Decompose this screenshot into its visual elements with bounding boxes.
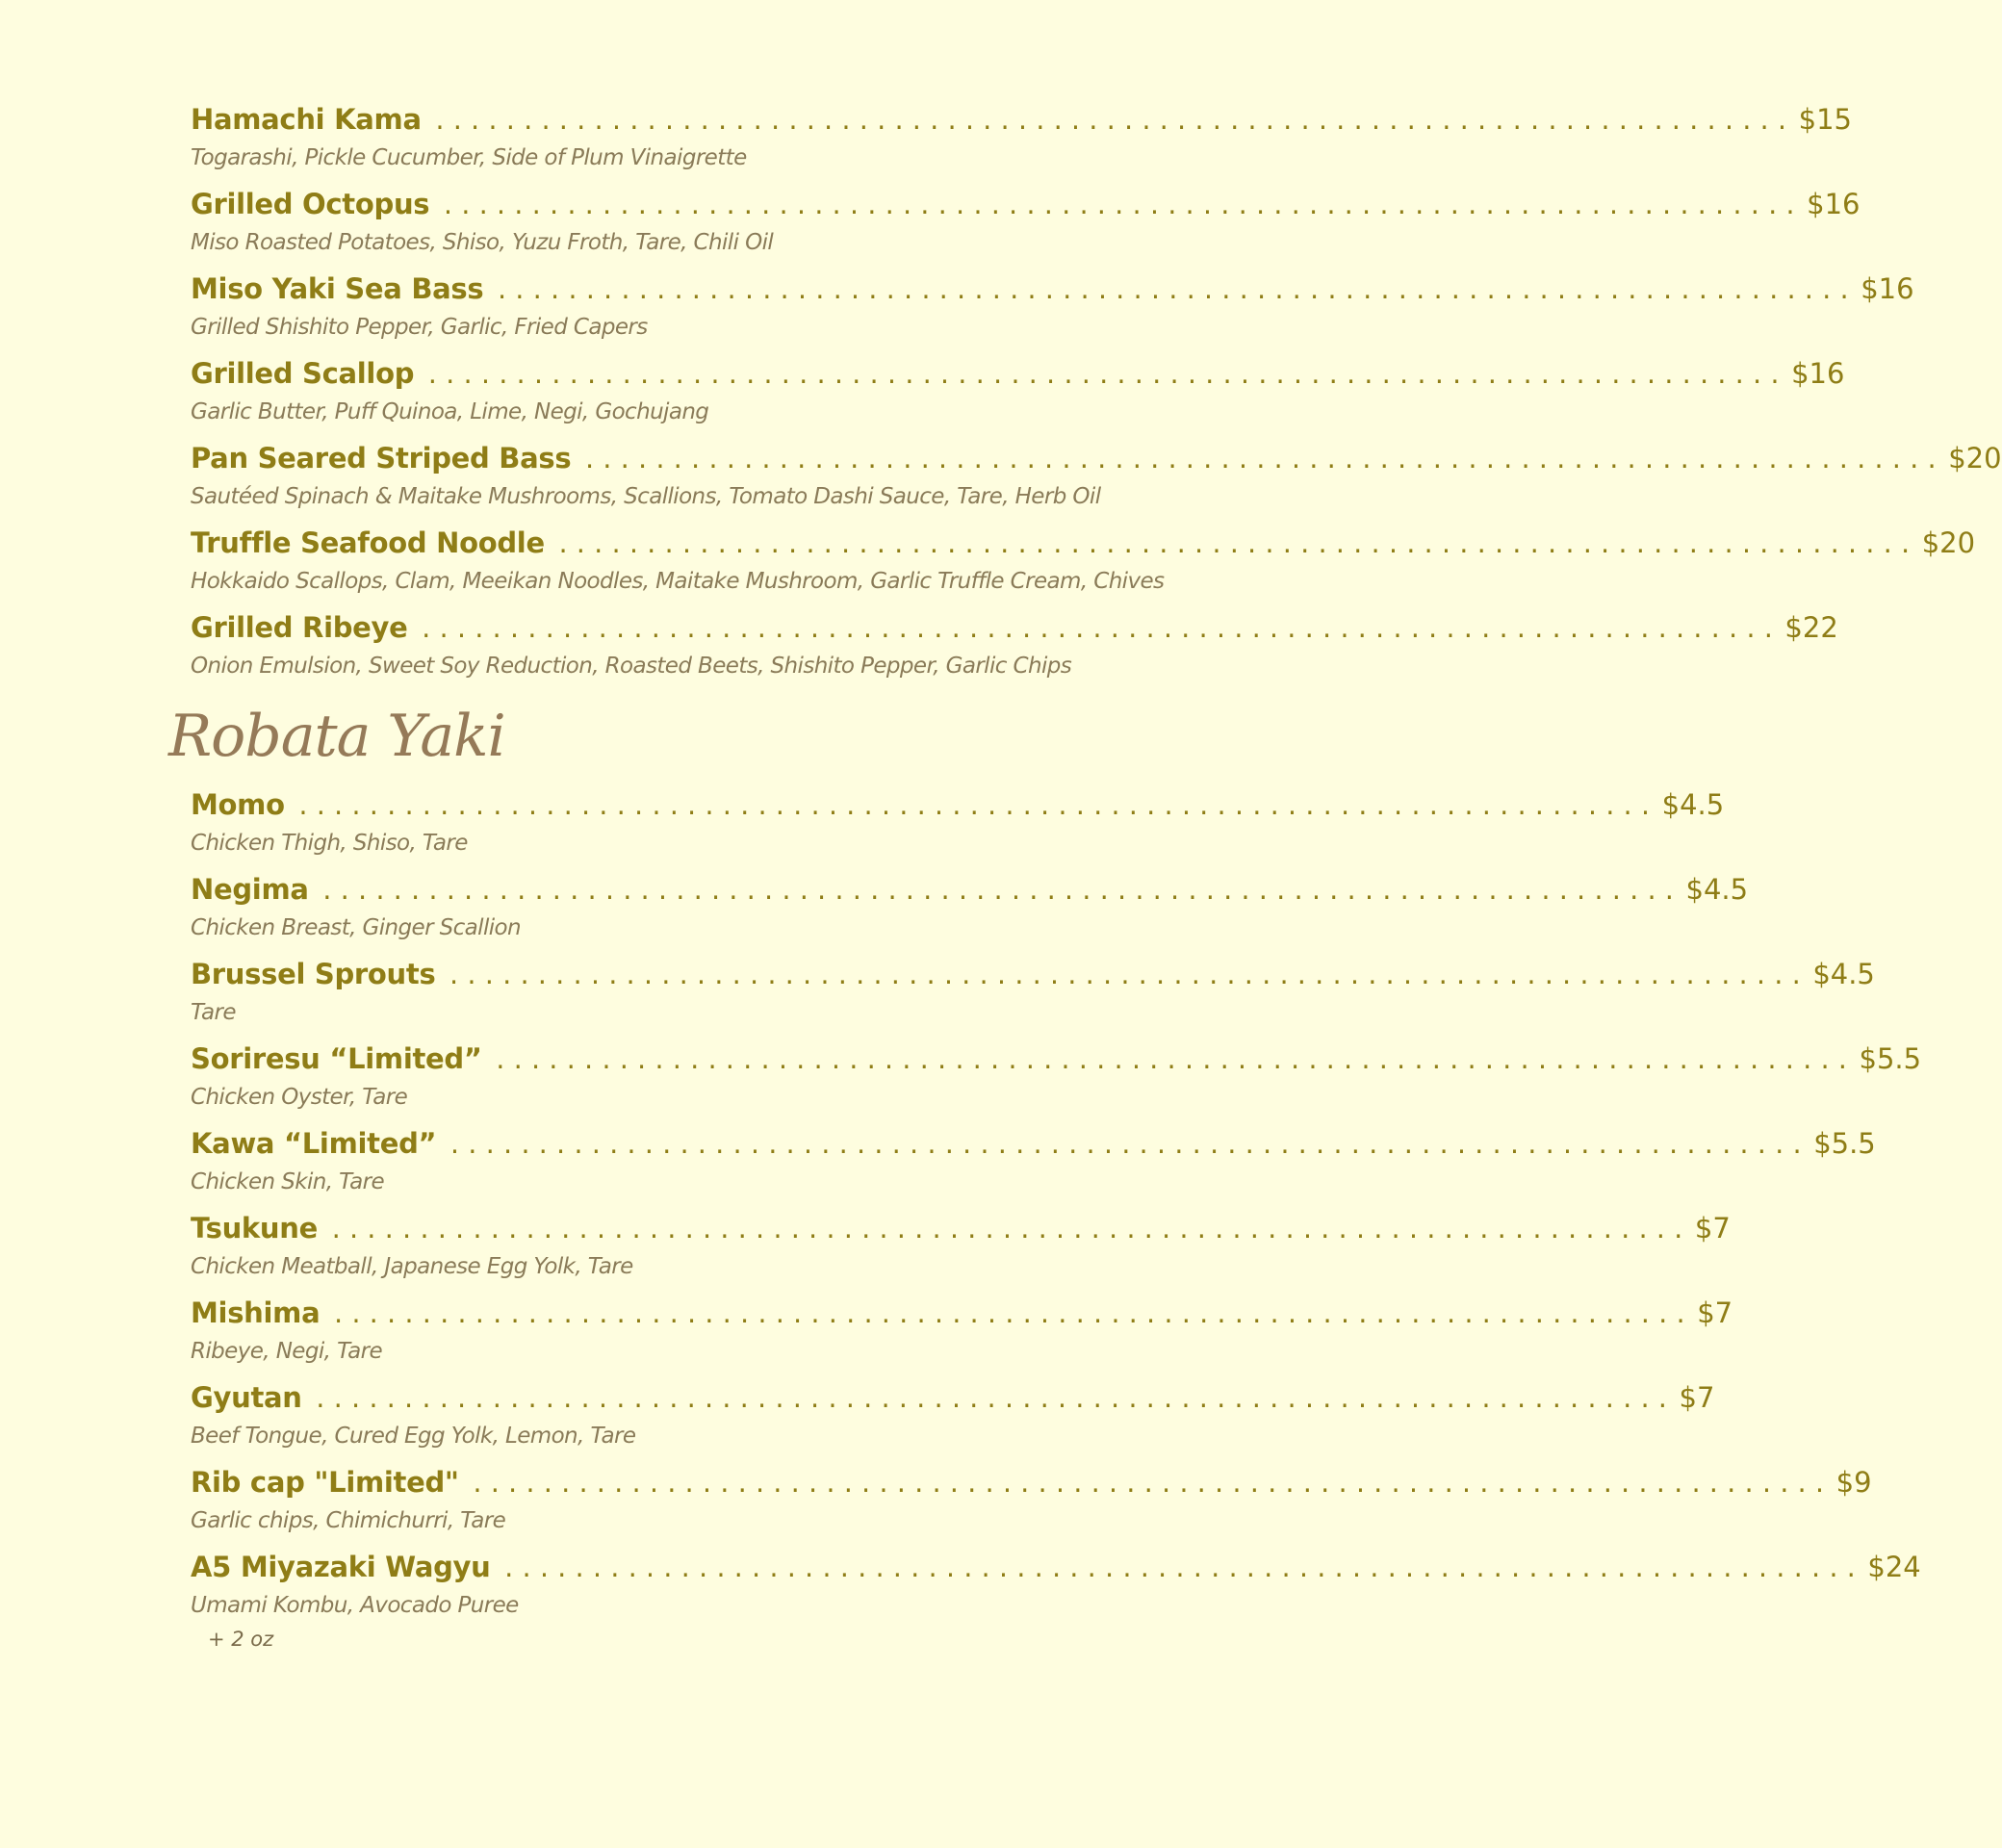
menu-item-name: Gyutan <box>191 1381 302 1414</box>
menu-item-name: A5 Miyazaki Wagyu <box>191 1551 491 1583</box>
dot-leader: ............................................................................. <box>501 1555 1862 1582</box>
menu-item-rib-cap <box>191 1466 1872 1551</box>
menu-item-grilled-octopus <box>191 188 1861 272</box>
menu-item-description: Umami Kombu, Avocado Puree <box>191 1593 519 1618</box>
menu-item-row <box>191 1381 1715 1424</box>
menu-item-price: $20 <box>1921 526 1976 559</box>
menu-item-name: Miso Yaki Sea Bass <box>191 272 484 305</box>
menu-item-price: $5.5 <box>1859 1042 1922 1075</box>
menu-item-price: $15 <box>1798 103 1852 136</box>
menu-item-row <box>191 788 1725 831</box>
menu-item-description: Garlic Butter, Puff Quinoa, Lime, Negi, Gochujang <box>191 399 709 424</box>
dot-leader: ............................................................................. <box>441 192 1802 219</box>
menu-item-row <box>191 958 1875 1000</box>
dot-leader: ............................................................................. <box>331 1301 1692 1328</box>
dot-leader: ............................................................................. <box>582 447 1943 474</box>
menu-item-name: Momo <box>191 788 285 821</box>
menu-item-description: Tare <box>191 1000 236 1025</box>
dot-leader: ............................................................................. <box>295 793 1656 820</box>
menu-item-name: Pan Seared Striped Bass <box>191 442 572 475</box>
menu-item-brussel-sprouts <box>191 958 1875 1042</box>
menu-item-price: $4.5 <box>1812 958 1875 990</box>
menu-item-description: Beef Tongue, Cured Egg Yolk, Lemon, Tare <box>191 1424 636 1449</box>
menu-item-note: + 2 oz <box>208 1628 274 1651</box>
menu-item-description: Togarashi, Pickle Cucumber, Side of Plum Vinaigrette <box>191 145 747 170</box>
menu-item-description: Ribeye, Negi, Tare <box>191 1339 383 1364</box>
dot-leader: ............................................................................. <box>448 1132 1809 1159</box>
menu-item-price: $16 <box>1807 188 1861 220</box>
menu-item-truffle-seafood-noodle <box>191 526 1976 611</box>
dot-leader: ............................................................................. <box>493 1047 1854 1074</box>
hot-dishes-section <box>191 103 2002 696</box>
menu-item-soriresu <box>191 1042 1922 1127</box>
menu-item-name: Soriresu “Limited” <box>191 1042 482 1075</box>
menu-item-row <box>191 1466 1872 1508</box>
menu-item-name: Grilled Octopus <box>191 188 430 220</box>
menu-item-price: $4.5 <box>1685 873 1749 906</box>
dot-leader: ............................................................................. <box>432 108 1793 135</box>
menu-item-price: $16 <box>1861 272 1914 305</box>
menu-item-price: $9 <box>1835 1466 1872 1499</box>
menu-item-description: Chicken Thigh, Shiso, Tare <box>191 831 468 856</box>
menu-item-a5-miyazaki-wagyu <box>191 1551 1921 1651</box>
menu-item-name: Truffle Seafood Noodle <box>191 526 545 559</box>
menu-item-row <box>191 188 1861 230</box>
menu-item-price: $4.5 <box>1661 788 1725 821</box>
menu-item-grilled-ribeye <box>191 611 1838 696</box>
dot-leader: ............................................................................. <box>313 1386 1674 1413</box>
menu-item-hamachi-kama <box>191 103 1852 188</box>
menu-item-miso-yaki-sea-bass <box>191 272 1914 357</box>
menu-item-row <box>191 1551 1921 1593</box>
menu-item-name: Negima <box>191 873 309 906</box>
menu-item-row <box>191 1042 1922 1085</box>
menu-item-kawa <box>191 1127 1876 1212</box>
menu-item-tsukune <box>191 1212 1731 1296</box>
menu-item-row <box>191 1296 1733 1339</box>
menu-item-row <box>191 442 2002 484</box>
menu-item-description: Miso Roasted Potatoes, Shiso, Yuzu Froth, Tare, Chili Oil <box>191 230 774 255</box>
menu-item-grilled-scallop <box>191 357 1845 442</box>
menu-item-row <box>191 611 1838 654</box>
menu-item-price: $7 <box>1697 1296 1733 1329</box>
menu-item-description: Hokkaido Scallops, Clam, Meeikan Noodles, Maitake Mushroom, Garlic Truffle Cream, Chives <box>191 569 1165 594</box>
menu-item-pan-seared-striped-bass <box>191 442 2002 526</box>
menu-item-row <box>191 873 1749 915</box>
menu-item-row <box>191 1127 1876 1169</box>
menu-item-price: $7 <box>1679 1381 1715 1414</box>
menu-item-momo <box>191 788 1725 873</box>
menu-item-name: Brussel Sprouts <box>191 958 436 990</box>
dot-leader: ............................................................................. <box>470 1471 1831 1498</box>
menu-item-name: Rib cap "Limited" <box>191 1466 459 1499</box>
menu-item-row <box>191 103 1852 145</box>
menu-item-mishima <box>191 1296 1733 1381</box>
menu-item-gyutan <box>191 1381 1715 1466</box>
menu-item-negima <box>191 873 1749 958</box>
menu-item-name: Tsukune <box>191 1212 318 1245</box>
dot-leader: ............................................................................. <box>495 277 1856 304</box>
menu-item-price: $7 <box>1694 1212 1731 1245</box>
dot-leader: ............................................................................. <box>419 616 1780 643</box>
menu-item-row <box>191 526 1976 569</box>
menu-item-description: Chicken Meatball, Japanese Egg Yolk, Tare <box>191 1254 633 1279</box>
dot-leader: ............................................................................. <box>555 531 1916 558</box>
menu-item-description: Chicken Skin, Tare <box>191 1169 385 1194</box>
menu-item-description: Sautéed Spinach & Maitake Mushrooms, Scallions, Tomato Dashi Sauce, Tare, Herb Oil <box>191 484 1101 509</box>
menu-item-description: Garlic chips, Chimichurri, Tare <box>191 1508 506 1533</box>
dot-leader: ............................................................................. <box>447 962 1808 989</box>
menu-item-row <box>191 272 1914 315</box>
dot-leader: ............................................................................. <box>328 1217 1689 1244</box>
menu-item-row <box>191 1212 1731 1254</box>
menu-item-description: Onion Emulsion, Sweet Soy Reduction, Roasted Beets, Shishito Pepper, Garlic Chips <box>191 654 1072 679</box>
menu-item-row <box>191 357 1845 399</box>
menu-item-price: $24 <box>1867 1551 1921 1583</box>
menu-item-price: $5.5 <box>1813 1127 1876 1160</box>
menu-item-price: $16 <box>1791 357 1845 390</box>
menu-item-price: $22 <box>1784 611 1838 644</box>
menu-item-description: Chicken Oyster, Tare <box>191 1085 408 1110</box>
menu-item-name: Grilled Ribeye <box>191 611 408 644</box>
menu-item-name: Grilled Scallop <box>191 357 415 390</box>
menu-item-description: Chicken Breast, Ginger Scallion <box>191 915 521 940</box>
menu-item-name: Kawa “Limited” <box>191 1127 437 1160</box>
menu-item-name: Mishima <box>191 1296 321 1329</box>
section-heading-robata-yaki: Robata Yaki <box>168 703 505 770</box>
menu-item-name: Hamachi Kama <box>191 103 422 136</box>
menu-item-description: Grilled Shishito Pepper, Garlic, Fried Capers <box>191 315 648 340</box>
dot-leader: ............................................................................. <box>425 362 1786 389</box>
menu-item-price: $20 <box>1948 442 2002 475</box>
dot-leader: ............................................................................. <box>320 878 1681 905</box>
robata-yaki-section <box>191 788 1922 1651</box>
